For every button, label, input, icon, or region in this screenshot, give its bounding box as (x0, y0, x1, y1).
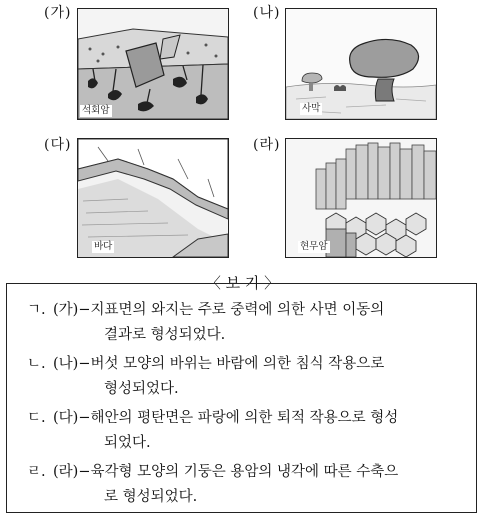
columnar-basalt-illustration (286, 139, 436, 257)
panel-ra-caption: 현무암 (300, 241, 328, 252)
panel-da-coast (77, 138, 229, 258)
bogi-item-3-line2: 되었다. (104, 435, 151, 451)
bogi-item-1-label: ㄱ. (27, 302, 46, 318)
bogi-item-4-line1 (27, 462, 398, 482)
bogi-item-1-line1 (27, 300, 384, 320)
bogi-box (6, 283, 477, 513)
panel-ga-limestone (77, 8, 229, 120)
bogi-item-4-label: ㄹ. (27, 464, 46, 480)
bogi-item-3-label: ㄷ. (27, 410, 46, 426)
panel-da-tag: (다) (44, 137, 72, 153)
wave-cut-platform-illustration (78, 139, 228, 257)
bogi-item-1-line2: 결과로 형성되었다. (104, 327, 226, 343)
bogi-item-4-text: (라)−육각형 모양의 기둥은 용암의 냉각에 따른 수축으 (53, 464, 399, 480)
bogi-item-2-label: ㄴ. (27, 356, 46, 372)
bogi-title: 〈 보 기 〉 (205, 274, 280, 292)
panel-na-desert (285, 8, 437, 120)
panel-ga-tag: (가) (44, 5, 72, 21)
bogi-item-3-text: (다)−해안의 평탄면은 파랑에 의한 퇴적 작용으로 형성 (53, 410, 399, 426)
panel-ga-caption: 석회암 (82, 105, 110, 116)
limestone-karst-illustration (78, 9, 228, 119)
panel-da-caption: 바다 (94, 241, 113, 252)
bogi-item-2-line1 (27, 354, 384, 374)
panel-na-tag: (나) (253, 5, 281, 21)
panel-ra-basalt (285, 138, 437, 258)
bogi-item-2-text: (나)−버섯 모양의 바위는 바람에 의한 침식 작용으로 (53, 356, 385, 372)
bogi-item-2-line2: 형성되었다. (104, 381, 179, 397)
bogi-item-4-line2: 로 형성되었다. (104, 489, 198, 505)
panel-na-caption: 사막 (302, 103, 321, 114)
bogi-item-3-line1 (27, 408, 398, 428)
bogi-item-1-text: (가)−지표면의 와지는 주로 중력에 의한 사면 이동의 (53, 302, 385, 318)
panel-ra-tag: (라) (253, 137, 281, 153)
